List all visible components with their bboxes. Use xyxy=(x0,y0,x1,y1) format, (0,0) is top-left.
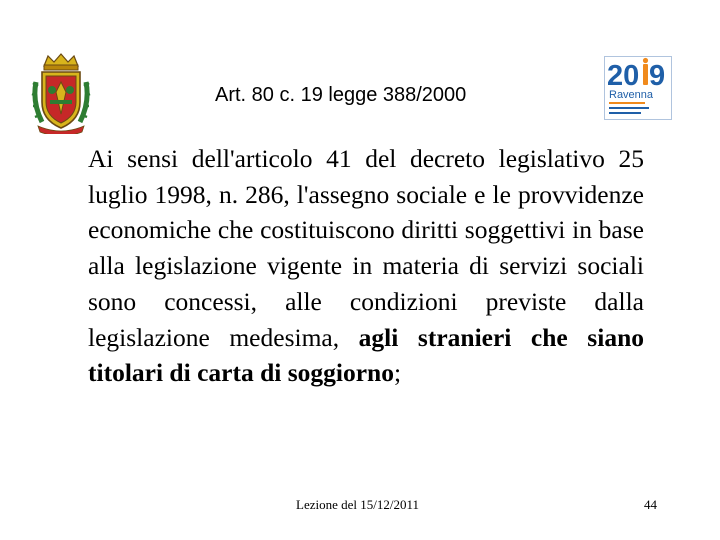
footer-page-number: 44 xyxy=(644,497,657,512)
ravenna-2019-logo xyxy=(604,56,672,120)
logo-one-bar xyxy=(643,64,648,85)
article-body-text xyxy=(88,141,644,391)
slide-header-title: Art. 80 c. 19 legge 388/2000 xyxy=(215,84,467,106)
logo-year-part2: 9 xyxy=(649,60,666,92)
coat-of-arms-icon xyxy=(30,52,92,134)
logo-year-part1: 20 xyxy=(607,60,640,92)
logo-city: Ravenna xyxy=(609,89,654,101)
body-text-regular: Ai sensi dell'articolo 41 del decreto legislativo 25 luglio 1998, n. 286, l'assegno sociale e le provvidenze economiche che costituiscono diritti soggettivi in base alla legislazione vigente in materia di servizi sociali sono concessi, alle condizioni previste dalla legislazione medesima, xyxy=(88,144,644,352)
footer-lesson-date: Lezione del 15/12/2011 xyxy=(296,497,419,512)
body-text-end: ; xyxy=(393,358,402,388)
body-text-bold: agli stranieri che siano titolari di carta di soggiorno xyxy=(88,322,644,388)
